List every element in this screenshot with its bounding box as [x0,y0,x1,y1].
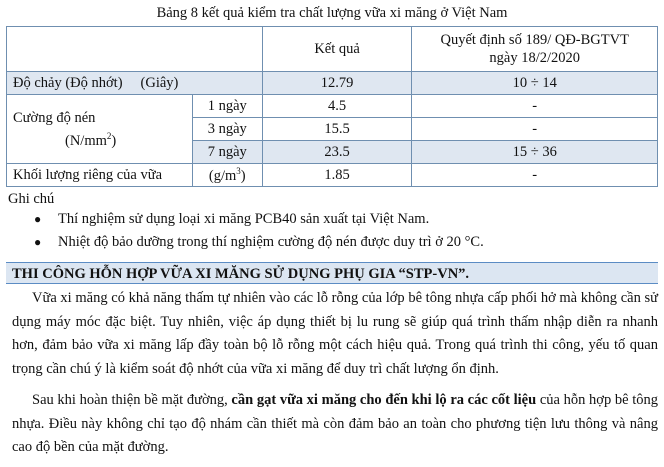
table-row-strength-1 [7,95,658,118]
strength-result-1: 4.5 [262,95,412,118]
strength-age-1: 1 ngày [192,95,262,118]
paragraph-2: Sau khi hoàn thiện bề mặt đường, cần gạt vữa xi măng cho đến khi lộ ra các cốt liệu của hỗn hợp bê tông nhựa. Điều này không chỉ tạo độ nhám cần thiết mà còn đảm bảo an toàn cho phương tiện lưu thông và nâng cao độ bền của mặt đường. [12,392,658,455]
strength-age-3: 3 ngày [192,118,262,141]
paragraph-2-bold: cần gạt vữa xi măng cho đến khi lộ ra các cốt liệu [231,392,537,408]
results-table [6,26,658,187]
note-item: ● Nhiệt độ bảo dưỡng trong thí nghiệm cường độ nén được duy trì ở 20 °C. [0,231,484,254]
table-caption: Bảng 8 kết quả kiểm tra chất lượng vữa xi măng ở Việt Nam [156,5,508,21]
flow-label-cell [7,72,263,95]
density-result: 1.85 [262,164,412,187]
header-empty-cell [7,27,263,72]
strength-unit: $(N/mm^2)$ [65,130,117,149]
notes-title: Ghi chú [8,191,55,207]
strength-result-3: 15.5 [262,118,412,141]
header-result: Kết quả [262,27,412,72]
flow-unit: (Giây) [140,74,179,91]
flow-label: Độ chảy (Độ nhớt) [13,74,123,91]
density-label: Khối lượng riêng của vữa [7,164,193,187]
header-decision-line1: Quyết định số 189/ QĐ-BGTVT [440,32,629,48]
table-header-row [7,27,658,72]
density-unit: $(g/m^3)$ [192,164,262,187]
strength-label: Cường độ nén [13,109,96,126]
bullet-icon: ● [34,212,42,226]
table-row-density [7,164,658,187]
flow-standard: 10 ÷ 14 [412,72,658,95]
strength-standard-1: - [412,95,658,118]
strength-age-7: 7 ngày [192,141,262,164]
flow-result: 12.79 [262,72,412,95]
strength-label-cell [7,95,193,164]
table-row-flow [7,72,658,95]
bullet-icon: ● [34,235,42,249]
note-item: ● Thí nghiệm sử dụng loại xi măng PCB40 sản xuất tại Việt Nam. [0,208,484,231]
header-decision [412,27,658,72]
paragraph-1: Vữa xi măng có khả năng thấm tự nhiên vào các lỗ rỗng của lớp bê tông nhựa cấp phối hở mà không cần sử dụng máy móc đặc biệt. Tuy nhiên, việc áp dụng thiết bị lu rung sẽ giúp quá trình thấm nhập diễn ra nhanh hơn, đảm bảo vữa xi măng lấp đầy toàn bộ lỗ rỗng một cách hiệu quả. Trong quá trình thi công, yếu tố quan trọng cần chú ý là kiểm soát độ nhớt của vữa xi măng để duy trì chất lượng ổn định. [12,290,658,377]
strength-standard-3: - [412,118,658,141]
section-heading: THI CÔNG HỖN HỢP VỮA XI MĂNG SỬ DỤNG PHỤ GIA “STP-VN”. [6,262,658,284]
header-decision-line2: ngày 18/2/2020 [489,50,581,66]
density-standard: - [412,164,658,187]
notes-list [0,208,484,254]
strength-result-7: 23.5 [262,141,412,164]
strength-standard-7: 15 ÷ 36 [412,141,658,164]
